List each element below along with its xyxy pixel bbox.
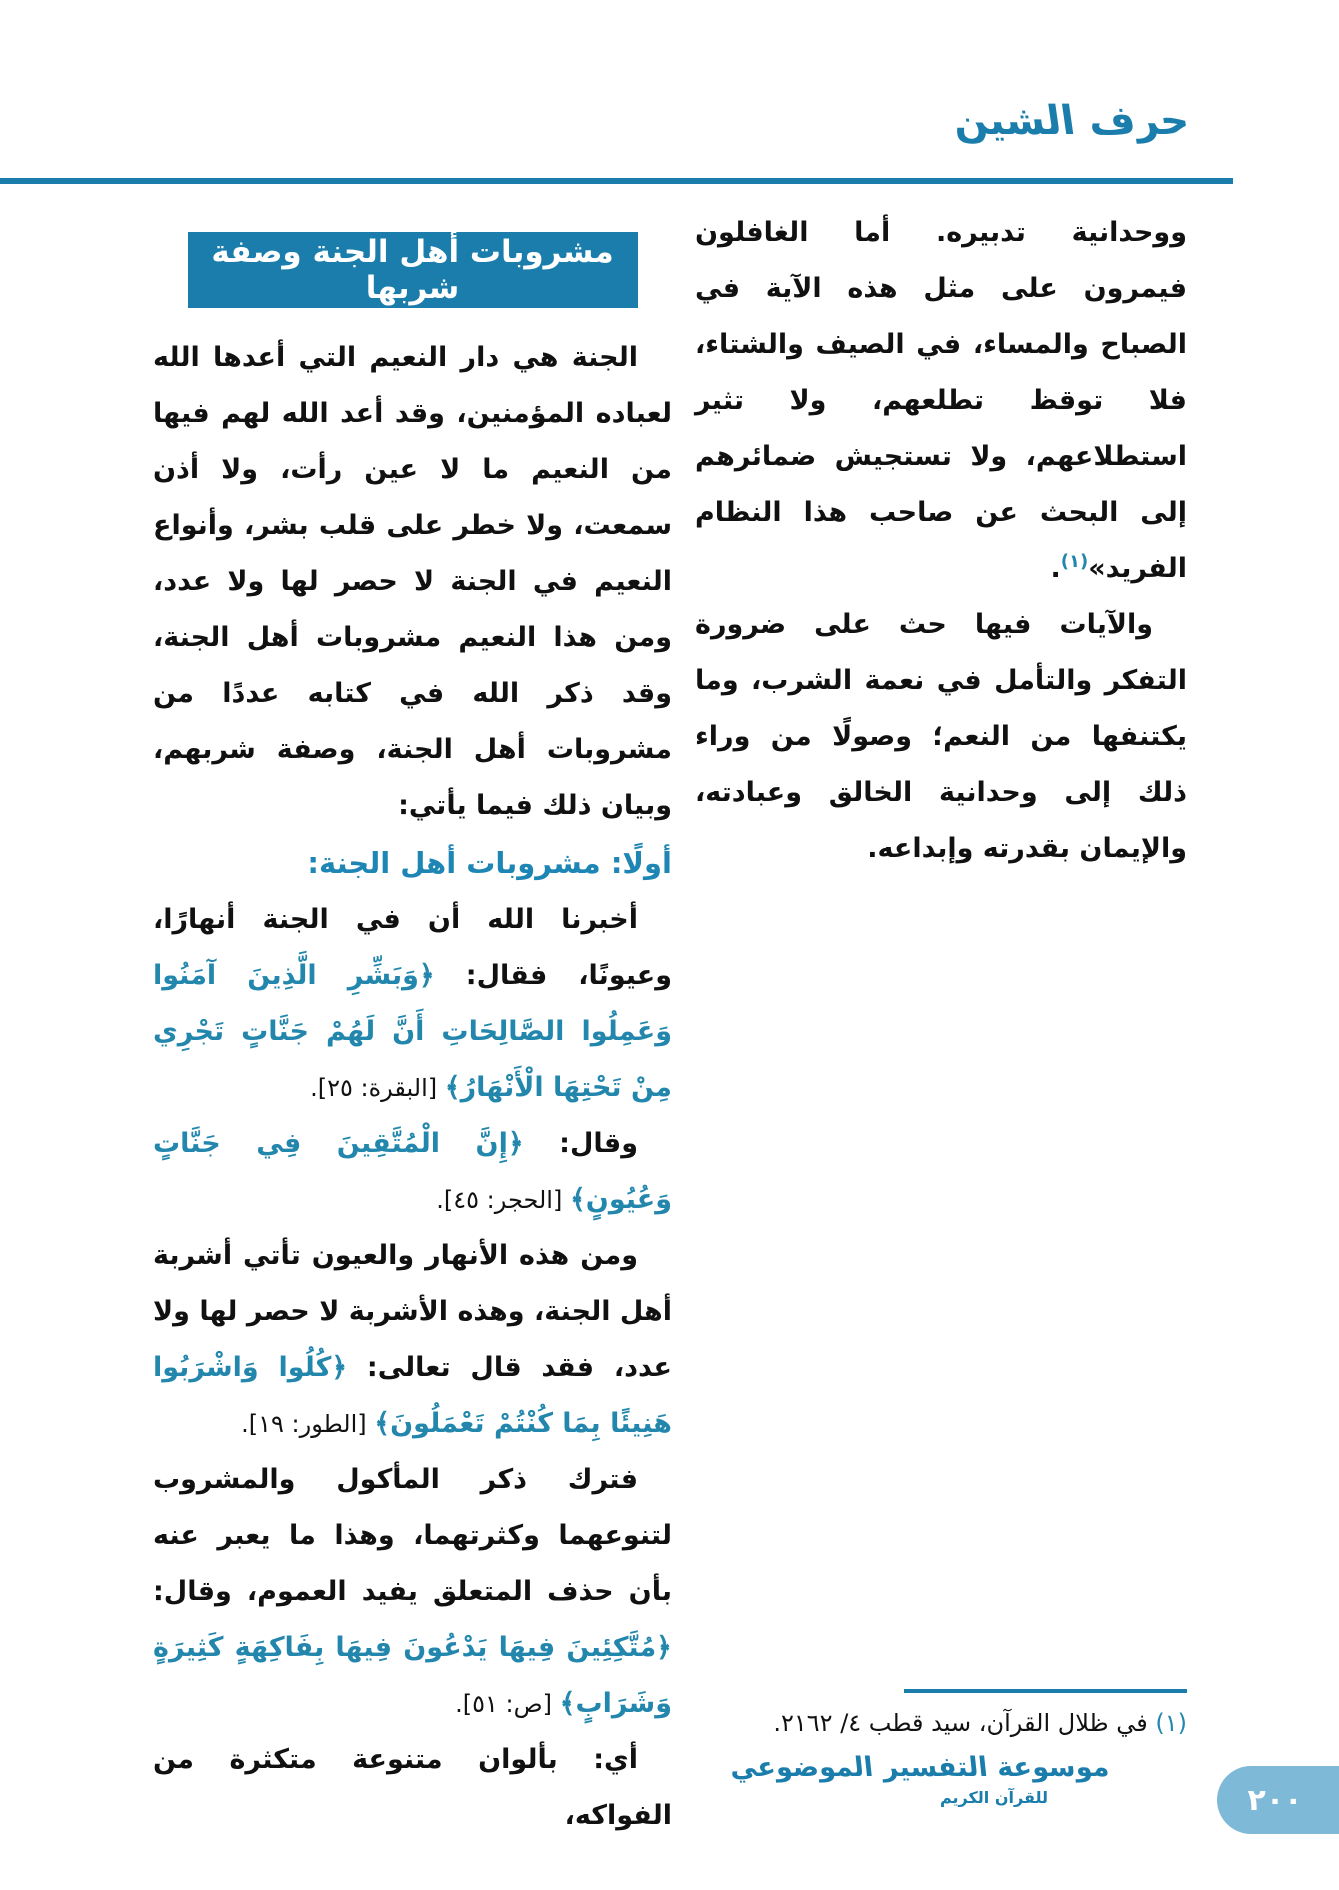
section-title-box: مشروبات أهل الجنة وصفة شربها [188,232,638,308]
footnote-text: في ظلال القرآن، سيد قطب ٤/ ٢١٦٢. [773,1709,1156,1737]
paragraph-continuation [695,205,1187,597]
quran-verse-baqarah-25: ﴿وَبَشِّرِ الَّذِينَ آمَنُوا وَعَمِلُوا الصَّالِحَاتِ أَنَّ لَهُمْ جَنَّاتٍ تَجْرِي مِنْ تَحْتِهَا الْأَنْهَارُ﴾ [153,960,672,1103]
subsection-heading: أولًا: مشروبات أهل الجنة: [307,846,672,880]
quran-verse-hijr-45: ﴿إِنَّ الْمُتَّقِينَ فِي جَنَّاتٍ وَعُيُونٍ﴾ [153,1128,672,1215]
page-number: ٢٠٠ [1247,1782,1303,1818]
column-left [153,226,672,1844]
paragraph-text: ووحدانية تدبيره. أما الغافلون فيمرون على مثل هذه الآية في الصباح والمساء، في الصيف والشتاء، فلا توقظ تطلعهم، ولا تثير استطلاعهم، ولا تستجيش ضمائرهم إلى البحث عن صاحب هذا النظام الفريد» [695,217,1187,584]
paragraph-waqala [153,1116,672,1228]
logo-calligraphy-sub: للقرآن الكريم [939,1788,1049,1808]
publisher-logo [728,1752,1111,1808]
chapter-title: حرف الشين [949,98,1193,144]
paragraph-intro: الجنة هي دار النعيم التي أعدها الله لعباده المؤمنين، وقد أعد الله لهم فيها من النعيم ما لا عين رأت، ولا أذن سمعت، ولا خطر على قلب بشر، وأنواع النعيم في الجنة لا حصر لها ولا عدد، ومن هذا النعيم مشروبات أهل الجنة، وقد ذكر الله في كتابه عددًا من مشروبات أهل الجنة، وصفة شربهم، وبيان ذلك فيما يأتي: [153,342,672,821]
verse-reference-sad: [ص: ٥١]. [455,1690,560,1718]
page-number-badge [1217,1766,1339,1834]
logo-calligraphy-main: موسوعة التفسير الموضوعي [728,1752,1111,1783]
paragraph-lead: أخبرنا الله أن في الجنة أنهارًا، وعيونًا، فقال: [153,904,672,991]
header-divider [0,178,1233,184]
paragraph-reflection: والآيات فيها حث على ضرورة التفكر والتأمل في نعمة الشرب، وما يكتنفها من النعم؛ وصولًا من وراء ذلك إلى وحدانية الخالق وعبادته، والإيمان بقدرته وإبداعه. [695,609,1187,864]
verse-reference-hijr: [الحجر: ٤٥]. [436,1186,570,1214]
footnote [695,1703,1187,1743]
sentence-period: . [1050,553,1061,584]
paragraph-lead: فترك ذكر المأكول والمشروب لتنوعهما وكثرتهما، وهذا ما يعبر عنه بأن حذف المتعلق يفيد العموم، وقال: [153,1464,672,1607]
quran-verse-tur-19: ﴿كُلُوا وَاشْرَبُوا هَنِيئًا بِمَا كُنْتُمْ تَعْمَلُونَ﴾ [153,1352,672,1439]
verse-reference-tur: [الطور: ١٩]. [241,1410,375,1438]
paragraph-springs [153,1228,672,1452]
paragraph-rivers [153,892,672,1116]
footnote-marker: (١) [1155,1709,1187,1737]
column-right [695,205,1187,877]
footnote-divider [904,1689,1187,1693]
quran-verse-sad-51: ﴿مُتَّكِئِينَ فِيهَا يَدْعُونَ فِيهَا بِفَاكِهَةٍ كَثِيرَةٍ وَشَرَابٍ﴾ [153,1632,672,1719]
paragraph-lead: ومن هذه الأنهار والعيون تأتي أشربة أهل الجنة، وهذه الأشربة لا حصر لها ولا عدد، فقد قال تعالى: [153,1240,672,1383]
paragraph-colors: أي: بألوان متنوعة متكثرة من الفواكه، [153,1744,672,1831]
paragraph-omission [153,1452,672,1732]
footnote-ref-marker: (١) [1060,551,1089,572]
verse-reference-baqarah: [البقرة: ٢٥]. [310,1074,445,1102]
paragraph-lead: وقال: [523,1128,638,1159]
